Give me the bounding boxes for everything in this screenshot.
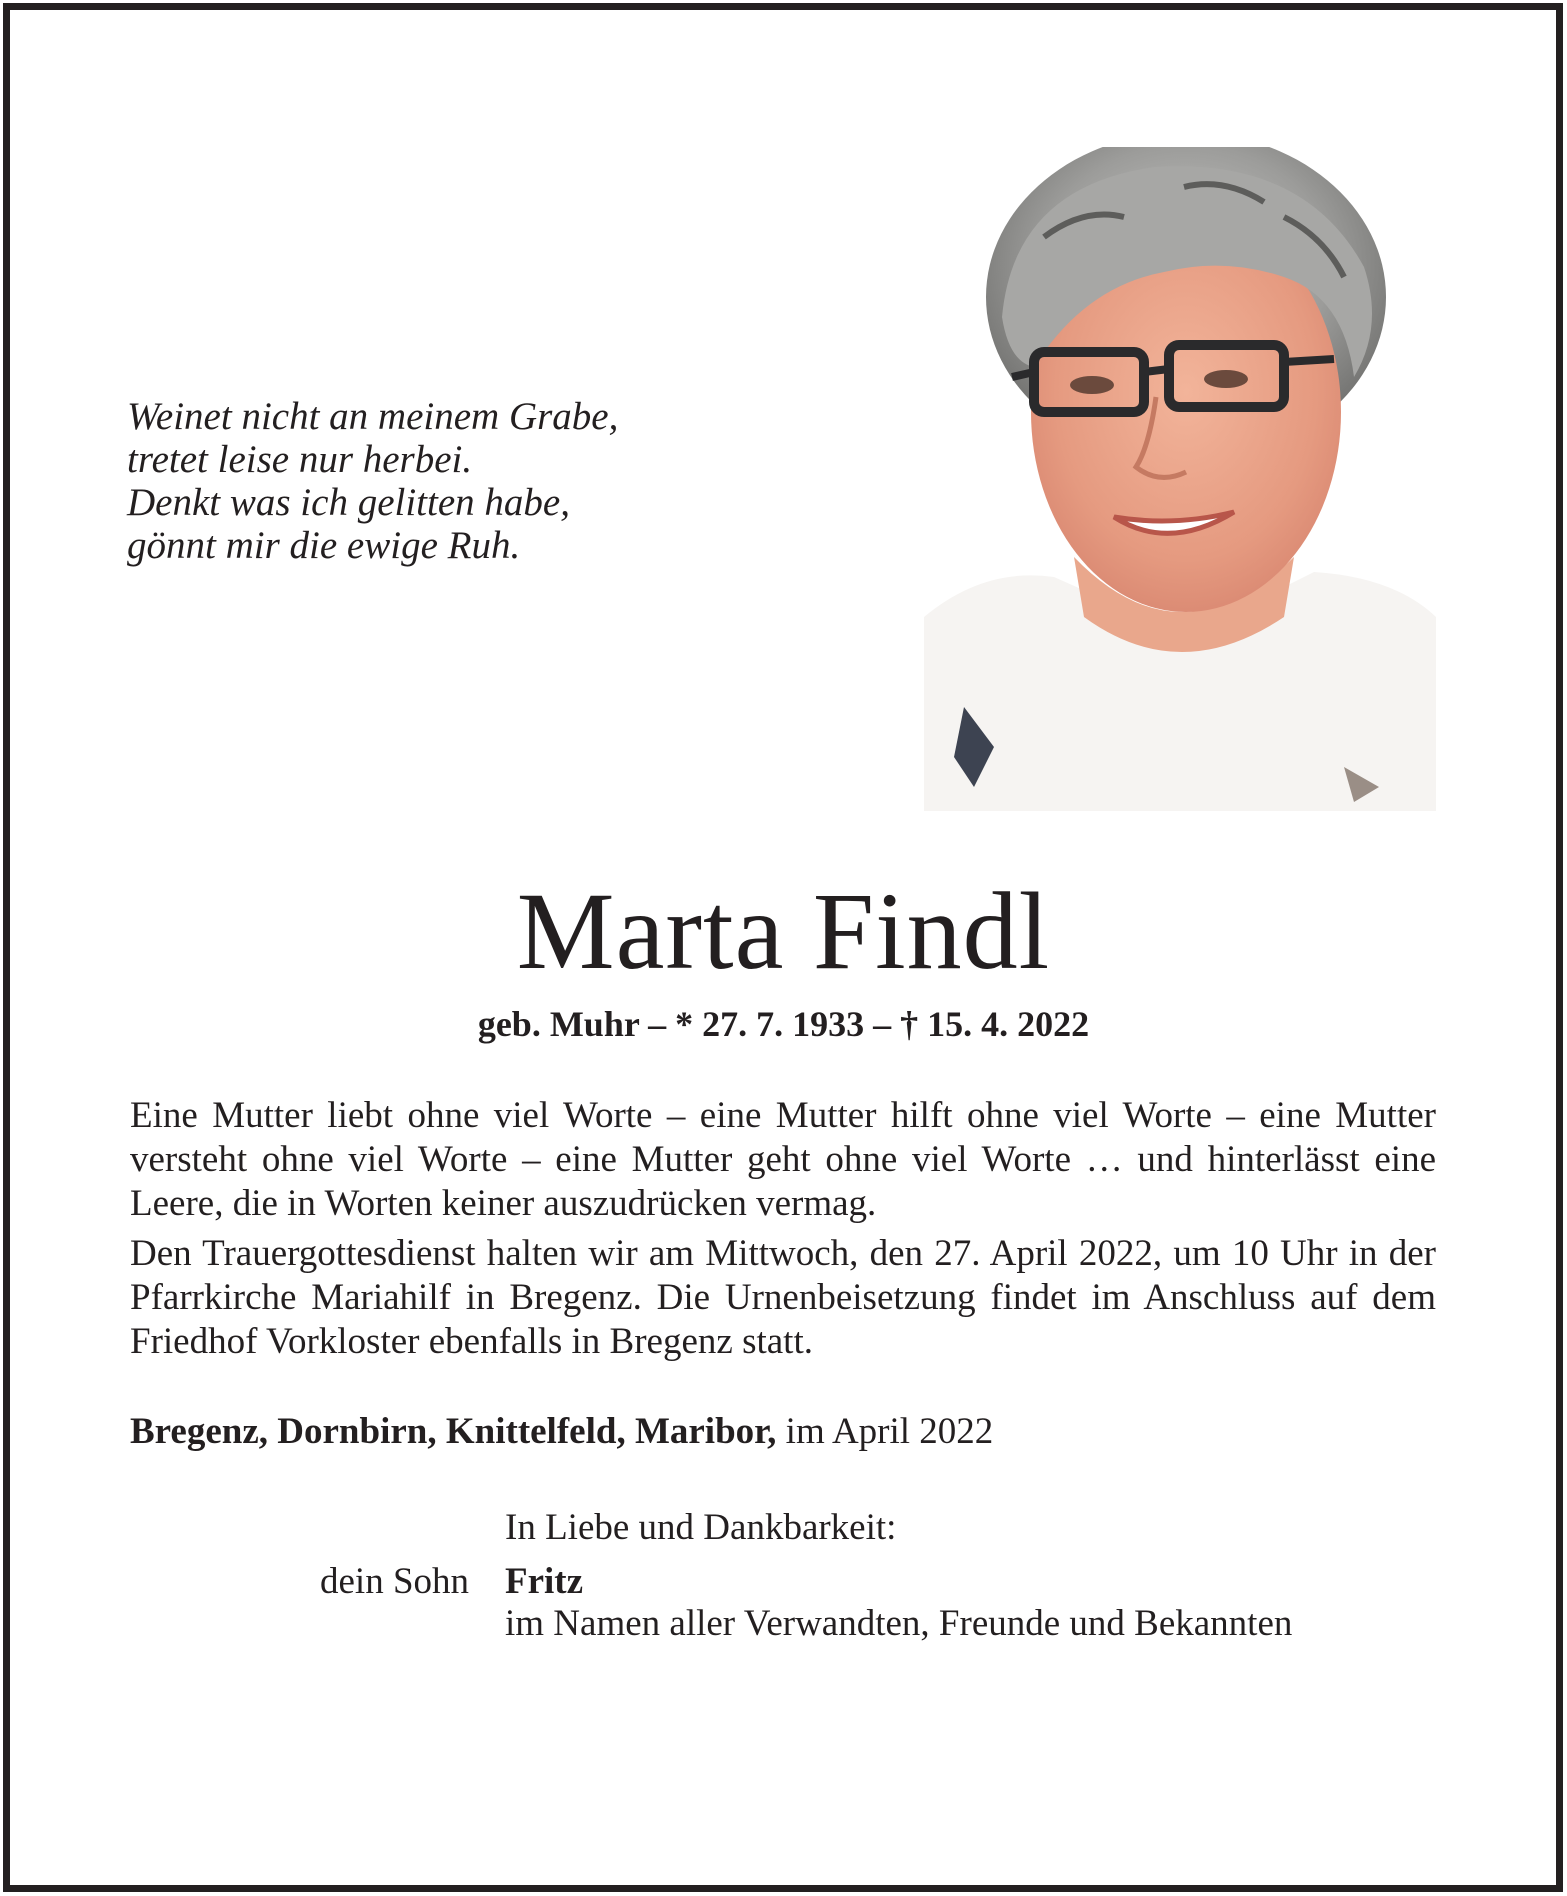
signature-name: Fritz bbox=[505, 1561, 584, 1602]
signature-on-behalf: im Namen aller Verwandten, Freunde und Bekannten bbox=[505, 1603, 1293, 1644]
portrait-illustration bbox=[924, 147, 1436, 811]
memorial-text: Eine Mutter liebt ohne viel Worte – eine Mutter hilft ohne viel Worte – eine Mutter versteht ohne viel Worte – eine Mutter geht ohne viel Worte … und hinterlässt eine Leere, die in Worten keiner auszudrücken vermag. bbox=[130, 1095, 1436, 1224]
signature-intro: In Liebe und Dankbarkeit: bbox=[505, 1507, 897, 1548]
places-and-date bbox=[130, 1410, 993, 1454]
verse-line: Weinet nicht an meinem Grabe, bbox=[127, 395, 619, 438]
deceased-name: Marta Findl bbox=[516, 870, 1051, 992]
verse-line: Denkt was ich gelitten habe, bbox=[127, 481, 570, 524]
places-date: im April 2022 bbox=[776, 1411, 994, 1452]
verse-line: tretet leise nur herbei. bbox=[127, 438, 473, 481]
signature-relation: dein Sohn bbox=[320, 1561, 470, 1602]
verse-poem bbox=[127, 395, 747, 567]
funeral-service-text: Den Trauergottesdienst halten wir am Mittwoch, den 27. April 2022, um 10 Uhr in der Pfarrkirche Mariahilf in Bregenz. Die Urnenbeisetzung findet im Anschluss auf dem Friedhof Vorkloster ebenfalls in Bregenz statt. bbox=[130, 1233, 1436, 1362]
verse-line: gönnt mir die ewige Ruh. bbox=[127, 524, 521, 567]
life-dates: geb. Muhr – * 27. 7. 1933 – † 15. 4. 2022 bbox=[477, 1004, 1090, 1044]
places-towns: Bregenz, Dornbirn, Knittelfeld, Maribor, bbox=[130, 1411, 777, 1452]
portrait-photo bbox=[924, 147, 1436, 811]
